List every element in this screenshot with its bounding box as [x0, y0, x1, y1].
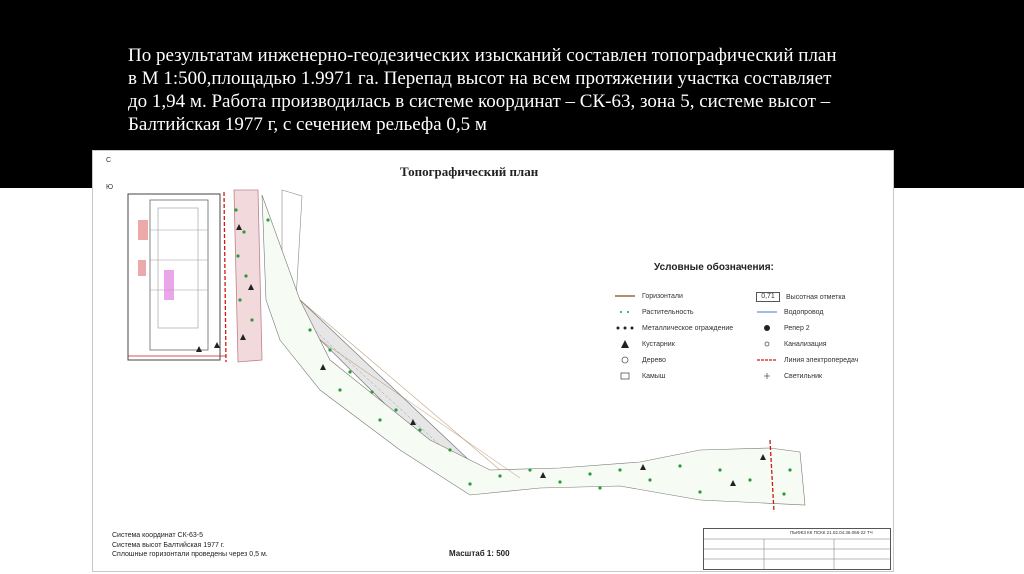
legend-item-sewer: Канализация	[756, 340, 827, 348]
contour-line-icon	[614, 292, 636, 300]
elevation-mark-icon: 0,71	[756, 292, 780, 302]
legend-title: Условные обозначения:	[654, 262, 774, 273]
legend-item-shrub: Кустарник	[614, 340, 675, 348]
building-block	[128, 194, 220, 360]
legend	[614, 292, 864, 392]
slide-text-line-3: до 1,94 м. Работа производилась в системе координат – СК-63, зона 5, системе высот –	[128, 91, 831, 112]
stamp-code: ПЫФКЗ КК ПСКК 21.02.04.36.068-22 ТЧ	[790, 530, 873, 535]
lamp-icon	[756, 372, 778, 380]
legend-item-water-pipe: Водопровод	[756, 308, 823, 316]
legend-item-reed: Камыш	[614, 372, 665, 380]
slide-text-line-1: По результатам инженерно-геодезических изысканий составлен топографический план	[128, 45, 837, 66]
legend-item-tree: Дерево	[614, 356, 666, 364]
scale-label: Масштаб 1: 500	[449, 549, 510, 558]
plan-title: Топографический план	[400, 164, 539, 179]
tree-icon	[614, 356, 636, 364]
benchmark-icon	[756, 324, 778, 332]
vegetation-icon	[614, 308, 636, 316]
power-line-icon	[756, 356, 778, 364]
slide-text-line-4: Балтийская 1977 г, с сечением рельефа 0,5 м	[128, 114, 487, 135]
metal-fence-icon	[614, 324, 636, 332]
shrub-icon	[614, 340, 636, 348]
legend-item-vegetation: Растительность	[614, 308, 694, 316]
note-height-system: Система высот Балтийская 1977 г.	[112, 541, 225, 549]
note-coordinate-system: Система координат СК-63-5	[112, 532, 204, 539]
legend-item-power-line: Линия электропередач	[756, 356, 858, 364]
legend-item-contour: Горизонтали	[614, 292, 683, 300]
south-letter: Ю	[106, 184, 114, 191]
note-contours: Сплошные горизонтали проведены через 0,5 м.	[112, 551, 268, 558]
water-pipe-icon	[756, 308, 778, 316]
reed-icon	[614, 372, 636, 380]
sewer-icon	[756, 340, 778, 348]
north-letter: С	[106, 157, 112, 164]
coordinate-notes	[112, 531, 268, 560]
slide-text-line-2: в М 1:500,площадью 1.9971 га. Перепад высот на всем протяжении участка составляет	[128, 68, 832, 89]
legend-item-benchmark: Репер 2	[756, 324, 810, 332]
legend-item-metal-fence: Металлическое ограждение	[614, 324, 733, 332]
legend-item-lamp: Светильник	[756, 372, 822, 380]
legend-item-elevation: 0,71 Высотная отметка	[756, 292, 845, 302]
